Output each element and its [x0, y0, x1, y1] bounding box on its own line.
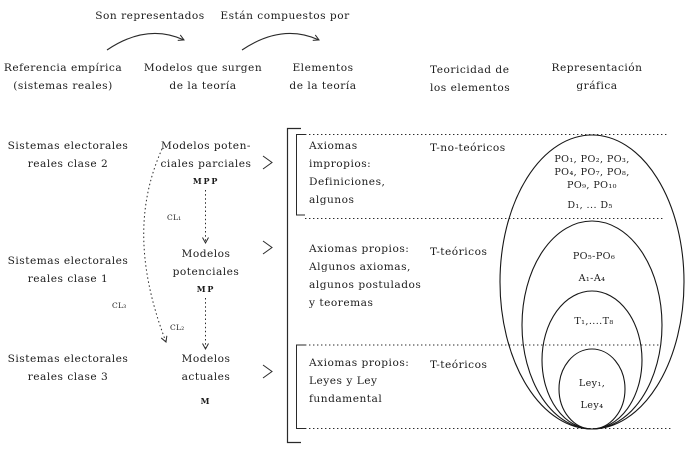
- chevron-row1-icon: [263, 156, 272, 169]
- header-modelos: Modelos que surgen de la teoría: [143, 62, 263, 92]
- elements-row1: Axiomas impropios: Definiciones, algunos: [309, 140, 386, 206]
- chevron-row2-icon: [263, 241, 272, 254]
- relation-label-estan-compuestos: Están compuestos por: [220, 10, 350, 22]
- curved-arrow-icon: [242, 33, 319, 50]
- relation-label-son-representados: Son representados: [95, 10, 205, 22]
- header-referencia-empirica: Referencia empírica (sistemas reales): [3, 62, 123, 92]
- chevron-row3-icon: [263, 365, 272, 378]
- curved-arrow-icon: [107, 33, 184, 50]
- ellipse-ley4: Ley₄: [580, 400, 604, 411]
- model-mpp: Modelos poten- ciales parciales: [160, 140, 252, 170]
- row1-bracket: [297, 135, 306, 216]
- model-m-abbr: M: [200, 396, 212, 406]
- model-m: Modelos actuales: [181, 353, 231, 383]
- model-mp-abbr: MP: [196, 284, 216, 294]
- theoricity-row1: T-no-teóricos: [430, 142, 506, 154]
- theoricity-row2: T-teóricos: [430, 246, 488, 258]
- dotted-link-mpp-m: [144, 149, 166, 342]
- ellipse-po-mid: PO₅-PO₆: [572, 251, 616, 262]
- elements-row3: Axiomas propios: Leyes y Ley fundamental: [309, 357, 410, 405]
- link-label-cl1: CL₁: [167, 213, 182, 222]
- ellipse-d-range: D₁, ... D₅: [567, 200, 613, 211]
- ellipse-po-list: PO₁, PO₂, PO₃, PO₄, PO₇, PO₈, PO₉, PO₁₀: [554, 154, 630, 191]
- ellipse-a-range: A₁-A₄: [578, 273, 606, 284]
- ellipse-t-range: T₁,....T₈: [574, 316, 614, 327]
- model-mpp-abbr: MPP: [192, 176, 220, 186]
- header-elementos: Elementos de la teoría: [289, 62, 357, 92]
- theoricity-row3: T-teóricos: [430, 359, 488, 371]
- ellipse-ley1: Ley₁,: [578, 378, 606, 389]
- model-mp: Modelos potenciales: [172, 248, 240, 278]
- empirical-row-clase3: Sistemas electorales reales clase 3: [7, 353, 129, 383]
- elements-row2: Axiomas propios: Algunos axiomas, algunos postulados y teoremas: [309, 243, 422, 309]
- outer-bracket: [288, 129, 302, 443]
- empirical-row-clase2: Sistemas electorales reales clase 2: [7, 140, 129, 170]
- header-teoricidad: Teoricidad de los elementos: [430, 64, 511, 94]
- header-representacion: Representación gráfica: [551, 62, 643, 92]
- link-label-cl2: CL₂: [170, 323, 185, 332]
- link-label-cl3: CL₃: [112, 301, 127, 310]
- row3-bracket: [297, 345, 306, 429]
- empirical-row-clase1: Sistemas electorales reales clase 1: [7, 255, 129, 285]
